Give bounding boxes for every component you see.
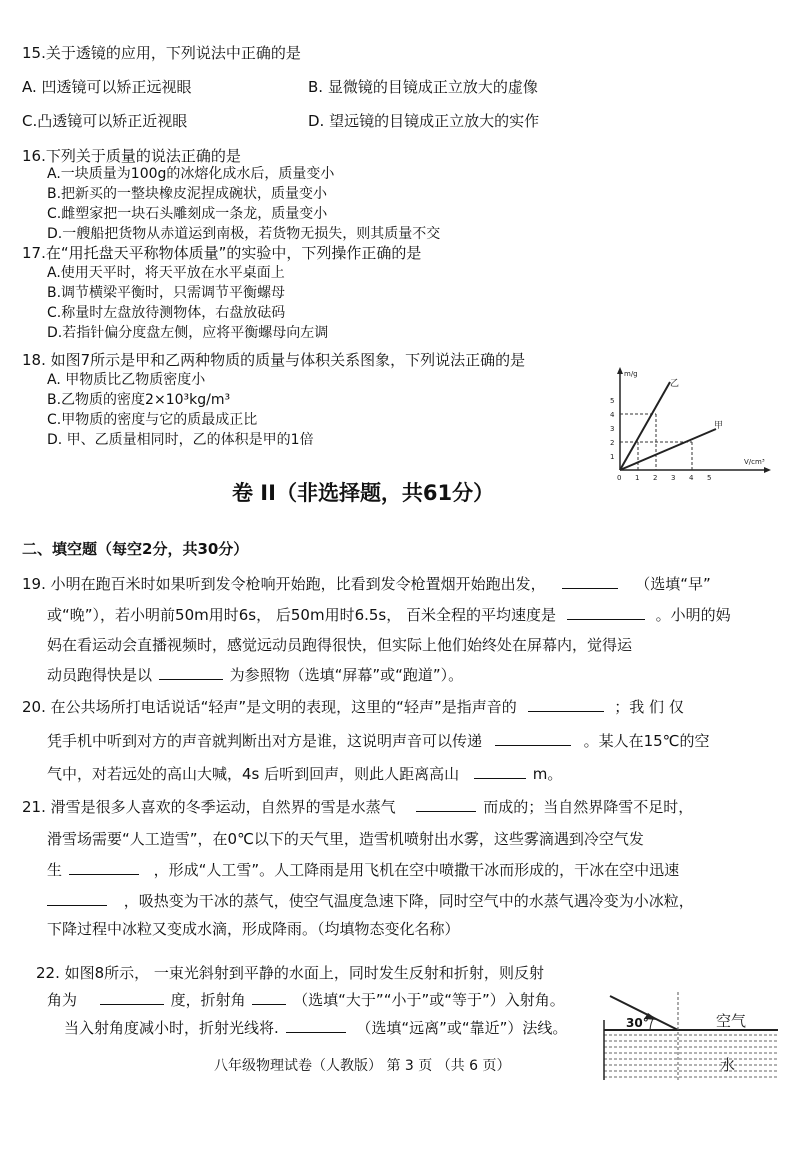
q19-text: 。小明的妈 [655,606,731,624]
q20-line1 [22,697,684,716]
q16-option-d: D.一艘船把货物从赤道运到南极，若货物无损失，则其质量不交 [47,226,441,242]
q21-line2: 滑雪场需要“人工造雪”，在0℃以下的天气里，造雪机喷射出水雾，这些雾滴遇到冷空气发 [47,830,644,848]
q20-line2 [47,731,710,750]
q18-stem: 18. 如图7所示是甲和乙两种物质的质量与体积关系图象，下列说法正确的是 [22,351,526,369]
answer-blank[interactable] [47,891,107,906]
fig7-x-tick: 4 [689,474,694,482]
q18-option-d: D. 甲、乙质量相同时，乙的体积是甲的1倍 [47,432,314,448]
q20-text: 凭手机中听到对方的声音就判断出对方是谁，这说明声音可以传递 [47,732,483,750]
answer-blank[interactable] [252,990,286,1005]
q15-option-c: C.凸透镜可以矫正近视眼 [22,112,188,130]
fig7-x-tick: 1 [635,474,640,482]
answer-blank[interactable] [567,605,645,620]
q18-option-b: B.乙物质的密度2×10³kg/m³ [47,392,231,408]
answer-blank[interactable] [474,764,526,779]
q17-option-b: B.调节横梁平衡时，只需调节平衡螺母 [47,285,286,301]
q22-text: 当入射角度减小时，折射光线将. [64,1019,279,1037]
q19-line3: 妈在看运动会直播视频时，感觉远动员跑得很快，但实际上他们始终处在屏幕内，觉得运 [47,636,633,654]
figure-8-diagram [600,990,782,1080]
q20-line3 [47,764,562,783]
q21-text: 而成的；当自然界降雪不足时， [483,798,694,816]
q22-text: 角为 [47,991,78,1009]
fig7-y-tick: 4 [610,411,615,419]
fig7-series-b-label: 甲 [714,421,724,431]
q15-option-a: A. 凹透镜可以矫正远视眼 [22,78,192,96]
q21-line4 [47,891,694,910]
answer-blank[interactable] [528,697,604,712]
answer-blank[interactable] [416,797,476,812]
q16-stem: 16.下列关于质量的说法正确的是 [22,147,241,165]
q15-option-d: D. 望远镜的目镜成正立放大的实作 [308,112,540,130]
answer-blank[interactable] [495,731,571,746]
fig7-y-tick: 3 [610,425,615,433]
q19-text: （选填“早” [635,575,711,593]
q21-text: ，吸热变为干冰的蒸气，使空气温度急速下降，同时空气中的水蒸气遇冷变为小冰粒， [123,892,694,910]
q22-line2 [47,990,565,1009]
fig7-y-tick: 1 [610,453,615,461]
q17-stem: 17.在“用托盘天平称物体质量”的实验中，下列操作正确的是 [22,244,422,262]
q20-text: 。某人在15℃的空 [583,732,710,750]
q19-text: 19. 小明在跑百米时如果听到发令枪响开始跑，比看到发令枪置烟开始跑出发， [22,575,546,593]
q16-option-c: C.雌塑家把一块石头雕刻成一条龙，质量变小 [47,206,328,222]
q19-line2 [47,605,731,624]
fig8-water-label: 水 [720,1056,736,1074]
fig7-x-tick: 5 [707,474,712,482]
q17-option-c: C.称量时左盘放待测物体，右盘放砝码 [47,305,286,321]
q22-text: 度，折射角 [170,991,246,1009]
q21-text: 生 [47,861,63,879]
answer-blank[interactable] [286,1018,346,1033]
answer-blank[interactable] [562,574,618,589]
q22-line1: 22. 如图8所示， 一束光斜射到平静的水面上，同时发生反射和折射，则反射 [36,964,544,982]
q16-option-a: A.一块质量为100g的冰熔化成水后，质量变小 [47,166,335,182]
q17-option-a: A.使用天平时，将天平放在水平桌面上 [47,265,285,281]
fig7-y-tick: 2 [610,439,615,447]
q21-line3 [47,860,679,879]
q17-option-d: D.若指针偏分度盘左侧，应将平衡螺母向左调 [47,325,329,341]
q21-text: ，形成“人工雪”。人工降雨是用飞机在空中喷撒干冰而形成的，干冰在空中迅速 [153,861,680,879]
q18-option-a: A. 甲物质比乙物质密度小 [47,372,206,388]
q21-line1 [22,797,693,816]
q19-text: 为参照物（选填“屏幕”或“跑道”）。 [229,666,464,684]
q21-line5: 下降过程中冰粒又变成水滴，形成降雨。（均填物态变化名称） [47,920,460,938]
q15-option-b: B. 显微镜的目镜成正立放大的虚像 [308,78,538,96]
part2-heading: 二、填空题（每空2分，共30分） [22,540,249,558]
fig7-series-a-label: 乙 [670,379,680,389]
q19-line4 [47,665,463,684]
fig7-x-tick: 0 [617,474,622,482]
q19-text: 或“晚”），若小明前50m用时6s， 后50m用时6.5s， 百米全程的平均速度是 [47,606,557,624]
q19-text: 动员跑得快是以 [47,666,153,684]
q22-text: （选填“远离”或“靠近”）法线。 [356,1019,568,1037]
q20-text: ；我 们 仅 [614,698,684,716]
fig8-air-label: 空气 [716,1012,747,1030]
q19-line1 [22,574,711,593]
answer-blank[interactable] [69,860,139,875]
page-footer: 八年级物理试卷（人教版） 第 3 页 （共 6 页） [214,1058,511,1074]
fig7-y-tick: 5 [610,397,615,405]
q18-option-c: C.甲物质的密度与它的质最成正比 [47,412,258,428]
q15-stem: 15.关于透镜的应用，下列说法中正确的是 [22,44,301,62]
figure-7-graph [604,366,774,486]
q20-text: 20. 在公共场所打电话说话“轻声”是文明的表现，这里的“轻声”是指声音的 [22,698,517,716]
q16-option-b: B.把新买的一整块橡皮泥捏成碗状，质量变小 [47,186,328,202]
fig7-y-label: m/g [624,370,638,378]
fig8-angle-label: 30° [626,1016,649,1030]
q20-text: 气中，对若远处的高山大喊，4s 后听到回声，则此人距离高山 [47,765,460,783]
fig7-x-label: V/cm³ [744,458,765,466]
section-title: 卷 II（非选择题，共61分） [232,481,495,505]
q21-text: 21. 滑雪是很多人喜欢的冬季运动，自然界的雪是水蒸气 [22,798,396,816]
q22-line3 [64,1018,567,1037]
fig7-x-tick: 3 [671,474,676,482]
answer-blank[interactable] [100,990,164,1005]
answer-blank[interactable] [159,665,223,680]
q22-text: （选填“大于”“小于”或“等于”）入射角。 [293,991,565,1009]
q20-text: m。 [532,765,563,783]
fig7-x-tick: 2 [653,474,658,482]
